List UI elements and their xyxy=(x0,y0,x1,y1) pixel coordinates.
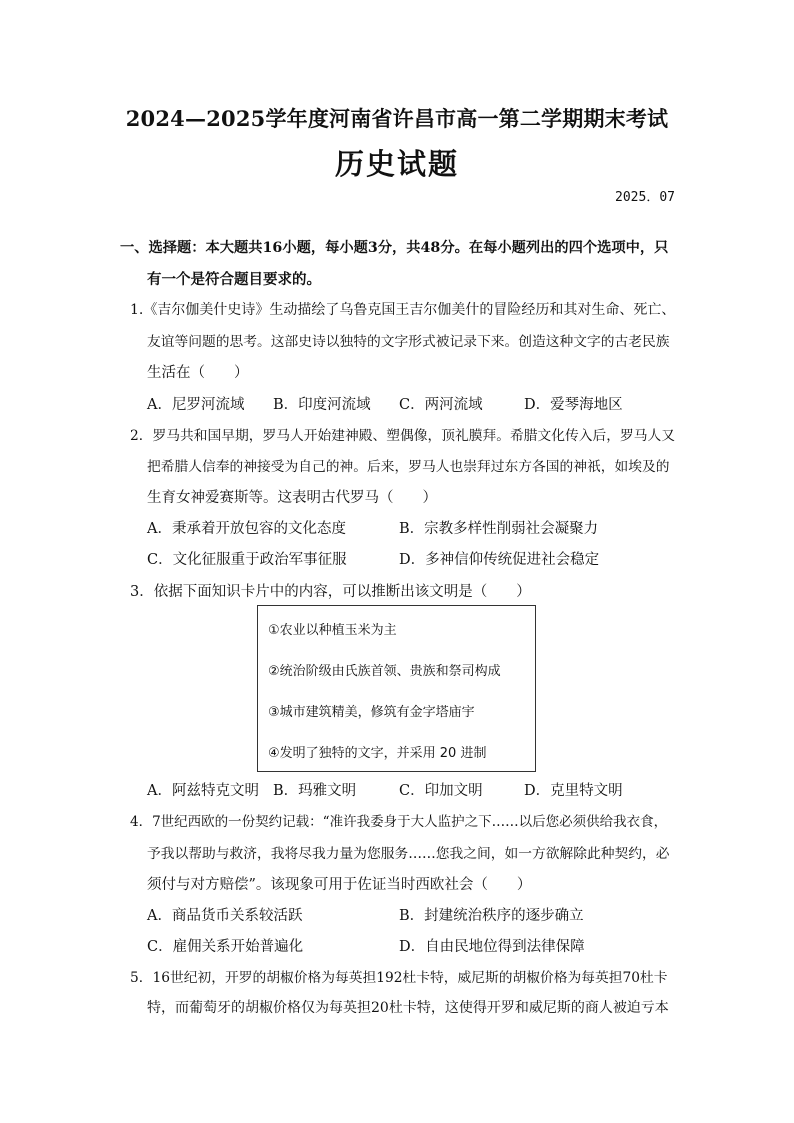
knowledge-card-item-2: ②统治阶级由氏族首领、贵族和祭司构成 xyxy=(268,664,501,679)
question-3-option-a: A．阿兹特克文明 xyxy=(147,783,259,799)
question-4-line3: 须付与对方赔偿”。该现象可用于佐证当时西欧社会（ ） xyxy=(147,877,532,893)
section-heading-line1: 一、选择题：本大题共16小题，每小题3分，共48分。在每小题列出的四个选项中，只 xyxy=(120,240,669,256)
question-2-option-b: B．宗教多样性削弱社会凝聚力 xyxy=(399,521,599,537)
question-1-option-a: A．尼罗河流域 xyxy=(147,397,245,413)
question-4-option-b: B．封建统治秩序的逐步确立 xyxy=(399,908,584,924)
question-4-line1: 4．7世纪西欧的一份契约记载：“准许我委身于大人监护之下……以后您必须供给我衣食， xyxy=(130,814,668,830)
question-5-line1: 5．16世纪初，开罗的胡椒价格为每英担192杜卡特，威尼斯的胡椒价格为每英担70杜卡 xyxy=(130,970,668,986)
knowledge-card xyxy=(257,605,536,772)
question-3-option-b: B．玛雅文明 xyxy=(273,783,357,799)
question-4-option-d: D．自由民地位得到法律保障 xyxy=(399,939,585,955)
exam-date: 2025．07 xyxy=(615,190,675,205)
exam-subject: 历史试题 xyxy=(334,147,459,181)
question-3-line1: 3．依据下面知识卡片中的内容，可以推断出该文明是（ ） xyxy=(130,584,531,600)
knowledge-card-item-3: ③城市建筑精美，修筑有金字塔庙宇 xyxy=(268,705,475,720)
question-2-option-d: D．多神信仰传统促进社会稳定 xyxy=(399,552,600,568)
question-3-option-c: C．印加文明 xyxy=(399,783,483,799)
question-1-option-b: B．印度河流域 xyxy=(273,397,371,413)
exam-title: 2024—2025学年度河南省许昌市高一第二学期期末考试 xyxy=(125,106,669,131)
question-3-option-d: D．克里特文明 xyxy=(524,783,623,799)
question-2-line3: 生育女神爱赛斯等。这表明古代罗马（ ） xyxy=(147,490,437,506)
question-2-line2: 把希腊人信奉的神接受为自己的神。后来，罗马人也崇拜过东方各国的神祇，如埃及的 xyxy=(147,459,670,475)
knowledge-card-item-1: ①农业以种植玉米为主 xyxy=(268,623,397,638)
question-2-option-c: C．文化征服重于政治军事征服 xyxy=(147,552,347,568)
question-2-option-a: A．秉承着开放包容的文化态度 xyxy=(147,521,346,537)
question-1-line1: 1.《吉尔伽美什史诗》生动描绘了乌鲁克国王吉尔伽美什的冒险经历和其对生命、死亡、 xyxy=(130,302,676,318)
question-1-line3: 生活在（ ） xyxy=(147,365,249,381)
question-4-option-a: A．商品货币关系较活跃 xyxy=(147,908,303,924)
question-5-line2: 特，而葡萄牙的胡椒价格仅为每英担20杜卡特，这使得开罗和威尼斯的商人被迫亏本 xyxy=(147,1000,669,1016)
question-1-option-d: D．爱琴海地区 xyxy=(524,397,623,413)
question-2-line1: 2．罗马共和国早期，罗马人开始建神殿、塑偶像，顶礼膜拜。希腊文化传入后，罗马人又 xyxy=(130,428,676,444)
knowledge-card-item-4: ④发明了独特的文字，并采用 20 进制 xyxy=(268,746,487,761)
section-heading-line2: 有一个是符合题目要求的。 xyxy=(147,271,321,288)
question-4-line2: 予我以帮助与救济，我将尽我力量为您服务……您我之间，如一方欲解除此种契约，必 xyxy=(147,846,670,862)
question-1-line2: 友谊等问题的思考。这部史诗以独特的文字形式被记录下来。创造这种文字的古老民族 xyxy=(147,334,670,350)
question-4-option-c: C．雇佣关系开始普遍化 xyxy=(147,939,304,955)
question-1-option-c: C．两河流域 xyxy=(399,397,483,413)
